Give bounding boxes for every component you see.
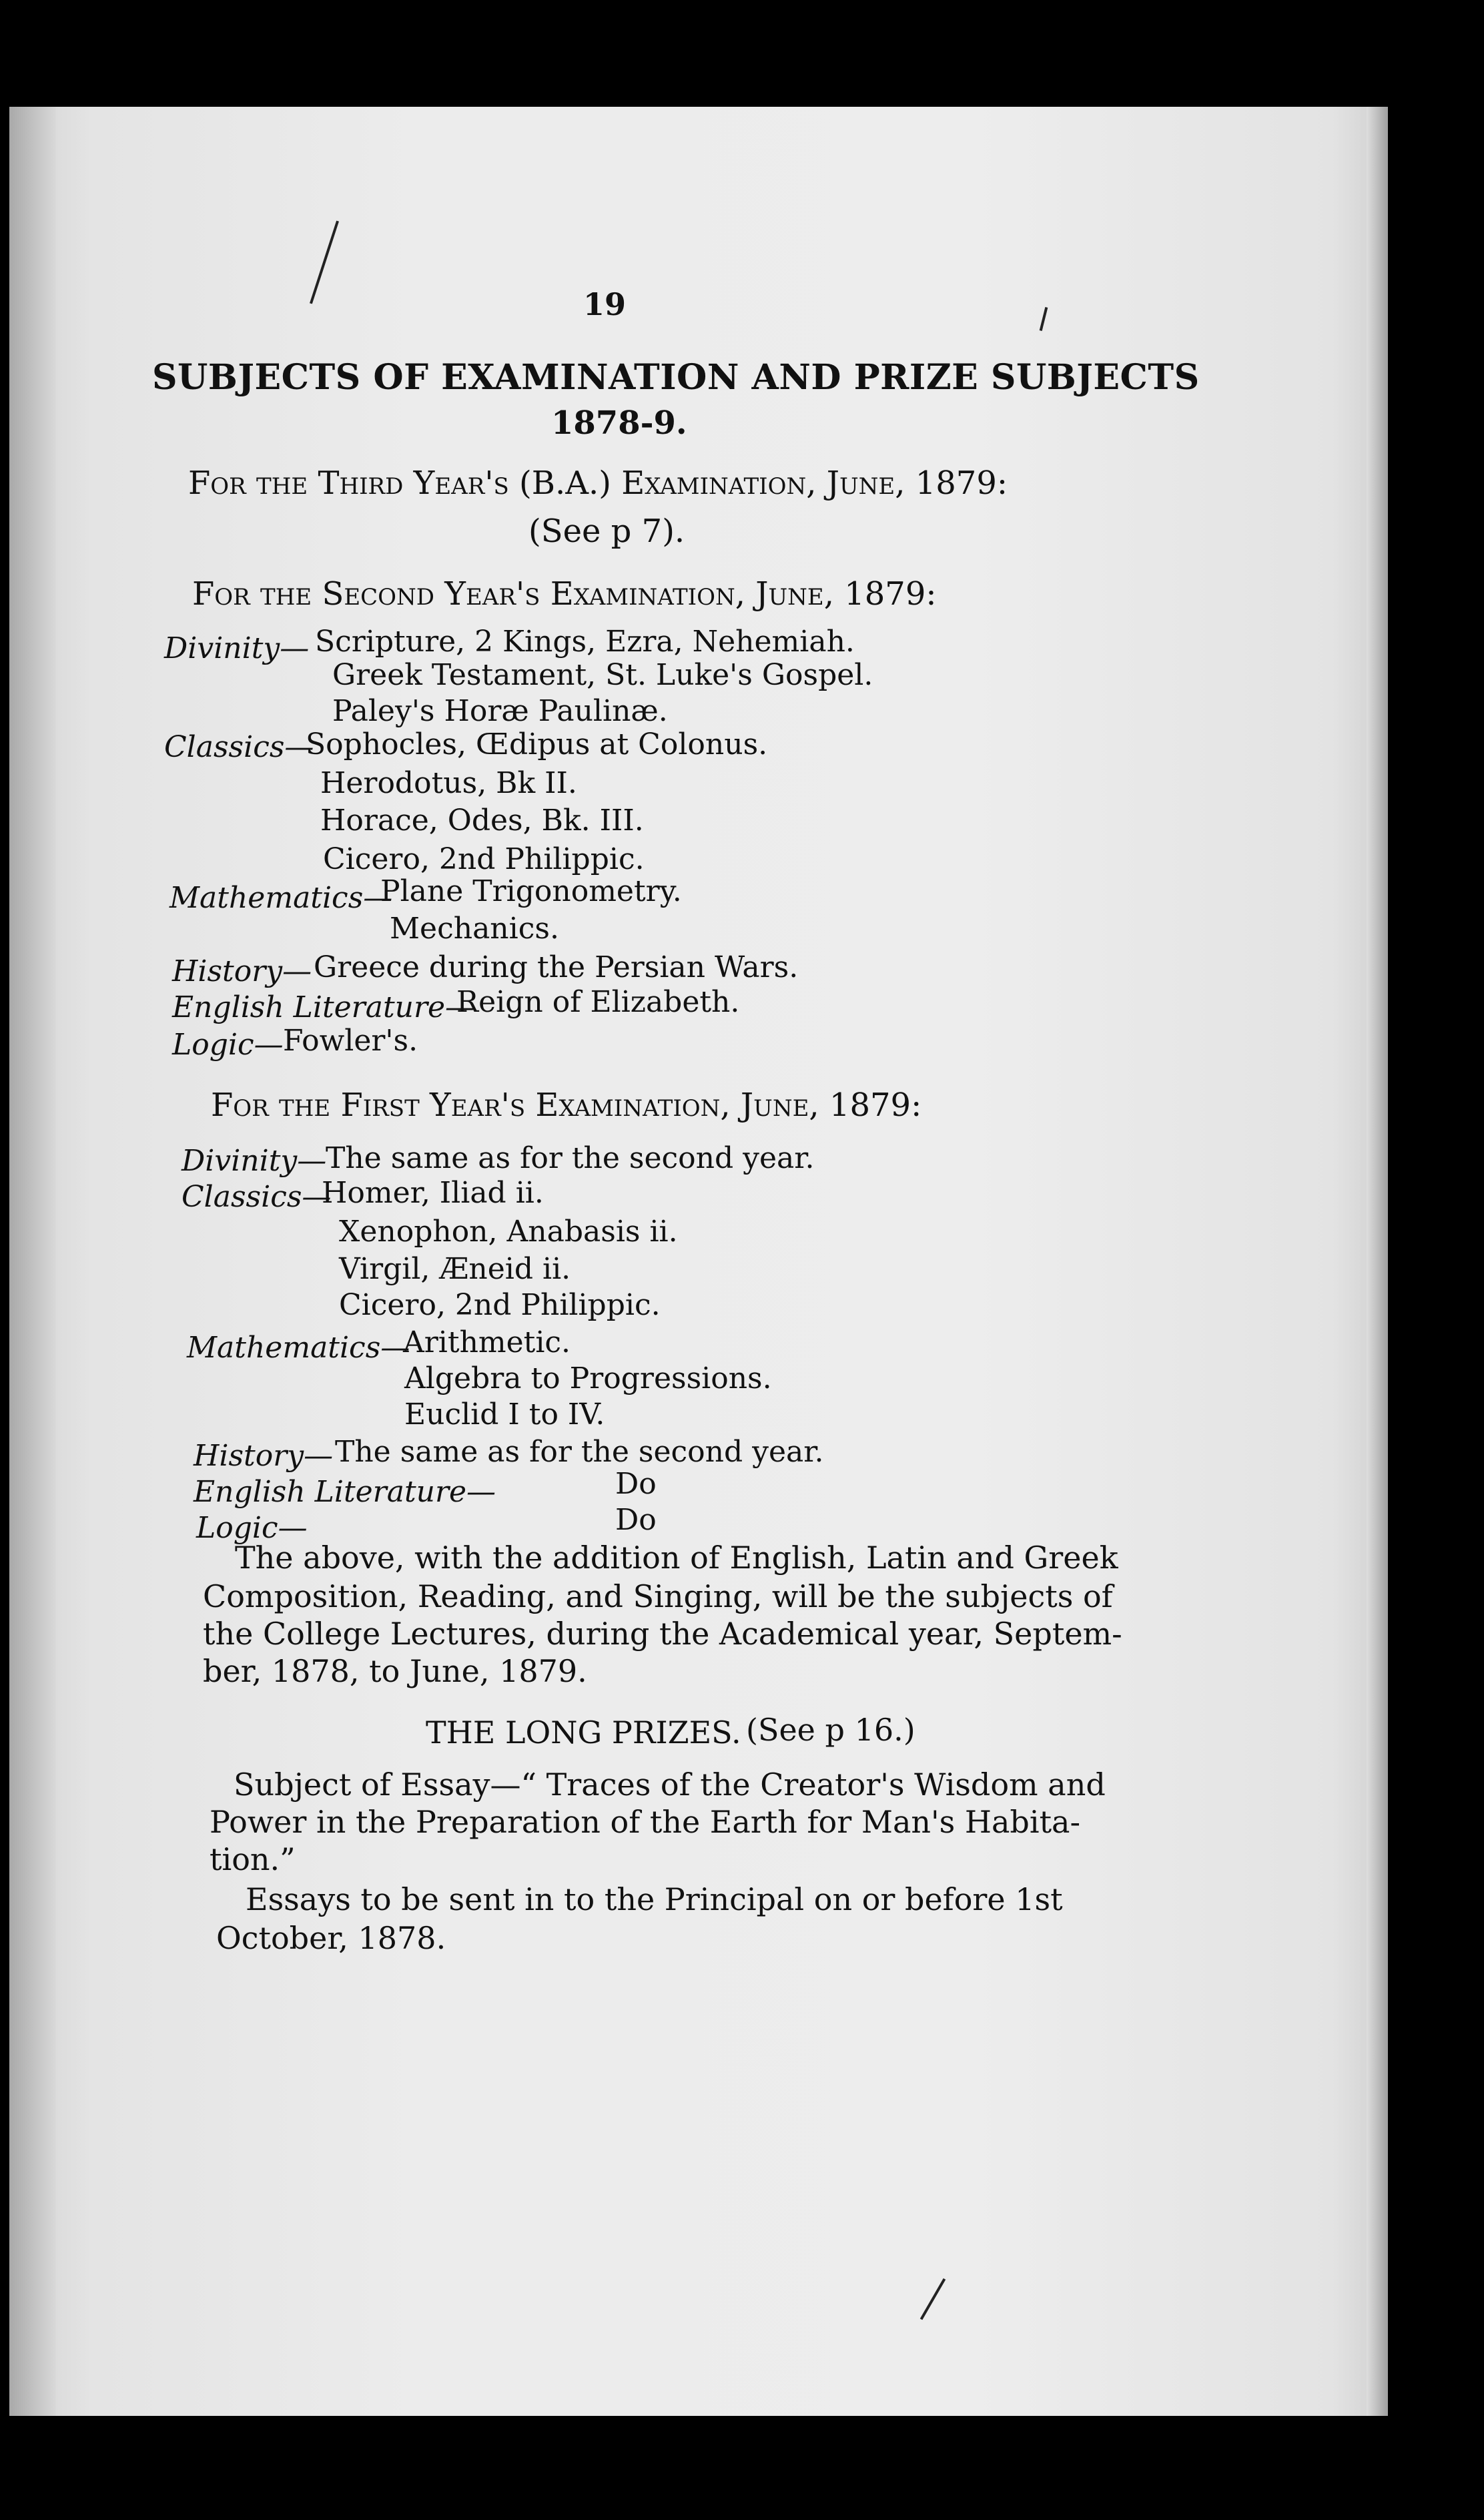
second-classics-label: Classics— (164, 730, 314, 764)
long-prizes-see: (See p 16.) (746, 1712, 915, 1748)
paragraph-line-4: ber, 1878, to June, 1879. (203, 1653, 587, 1689)
first-classics-2: Xenophon, Anabasis ii. (339, 1215, 678, 1249)
third-year-title: For the Third Year's (B.A.) Examination, June, 1879: (188, 464, 1008, 502)
page-text (9, 107, 1388, 2416)
page-heading: SUBJECTS OF EXAMINATION AND PRIZE SUBJECTS (152, 357, 1200, 398)
first-english: Do (615, 1467, 657, 1501)
second-history: Greece during the Persian Wars. (314, 950, 799, 984)
second-english: Reign of Elizabeth. (456, 985, 740, 1019)
second-logic-label: Logic— (172, 1028, 284, 1062)
second-divinity-label: Divinity— (164, 631, 310, 665)
third-year-see: (See p 7). (528, 513, 685, 550)
page-sheet (9, 107, 1388, 2416)
first-logic: Do (615, 1503, 657, 1537)
first-mathematics-3: Euclid I to IV. (404, 1397, 605, 1432)
paragraph-line-3: the College Lectures, during the Academical year, Septem- (203, 1616, 1122, 1652)
page-number: 19 (583, 286, 627, 322)
second-divinity-1: Scripture, 2 Kings, Ezra, Nehemiah. (315, 625, 855, 659)
second-logic: Fowler's. (283, 1024, 418, 1058)
essay-line-2: Power in the Preparation of the Earth for Man's Habita- (210, 1804, 1081, 1840)
first-classics-1: Homer, Iliad ii. (322, 1176, 544, 1210)
first-logic-label: Logic— (196, 1511, 308, 1545)
second-divinity-2: Greek Testament, St. Luke's Gospel. (332, 658, 873, 692)
first-divinity-label: Divinity— (181, 1144, 327, 1178)
essay-line-1: Subject of Essay—“ Traces of the Creator's Wisdom and (234, 1767, 1106, 1803)
second-classics-4: Cicero, 2nd Philippic. (323, 842, 645, 876)
first-classics-4: Cicero, 2nd Philippic. (339, 1288, 661, 1322)
first-year-title: For the First Year's Examination, June, 1879: (211, 1086, 922, 1124)
paragraph-line-2: Composition, Reading, and Singing, will be the subjects of (203, 1578, 1113, 1614)
deadline-line-1: Essays to be sent in to the Principal on or before 1st (246, 1881, 1063, 1917)
essay-line-3: tion.” (210, 1841, 296, 1877)
heading-year: 1878-9. (551, 404, 687, 442)
second-history-label: History— (172, 954, 312, 988)
first-classics-label: Classics— (181, 1180, 332, 1214)
second-divinity-3: Paley's Horæ Paulinæ. (332, 694, 668, 728)
first-history: The same as for the second year. (335, 1435, 824, 1469)
first-classics-3: Virgil, Æneid ii. (339, 1252, 571, 1286)
paragraph-line-1: The above, with the addition of English, Latin and Greek (235, 1540, 1118, 1576)
second-classics-1: Sophocles, Œdipus at Colonus. (306, 727, 768, 761)
second-mathematics-2: Mechanics. (390, 912, 559, 946)
first-mathematics-label: Mathematics— (187, 1331, 410, 1365)
second-classics-2: Herodotus, Bk II. (320, 766, 577, 800)
deadline-line-2: October, 1878. (216, 1920, 446, 1956)
second-english-label: English Literature— (172, 990, 475, 1024)
second-classics-3: Horace, Odes, Bk. III. (320, 804, 644, 838)
first-mathematics-2: Algebra to Progressions. (404, 1361, 772, 1395)
first-english-label: English Literature— (194, 1475, 496, 1509)
long-prizes-title: THE LONG PRIZES. (426, 1714, 741, 1751)
first-mathematics-1: Arithmetic. (403, 1325, 571, 1359)
second-year-title: For the Second Year's Examination, June, 1879: (192, 575, 937, 613)
first-divinity: The same as for the second year. (326, 1141, 815, 1175)
second-mathematics-1: Plane Trigonometry. (380, 874, 682, 908)
first-history-label: History— (194, 1439, 334, 1473)
second-mathematics-label: Mathematics— (169, 881, 393, 915)
